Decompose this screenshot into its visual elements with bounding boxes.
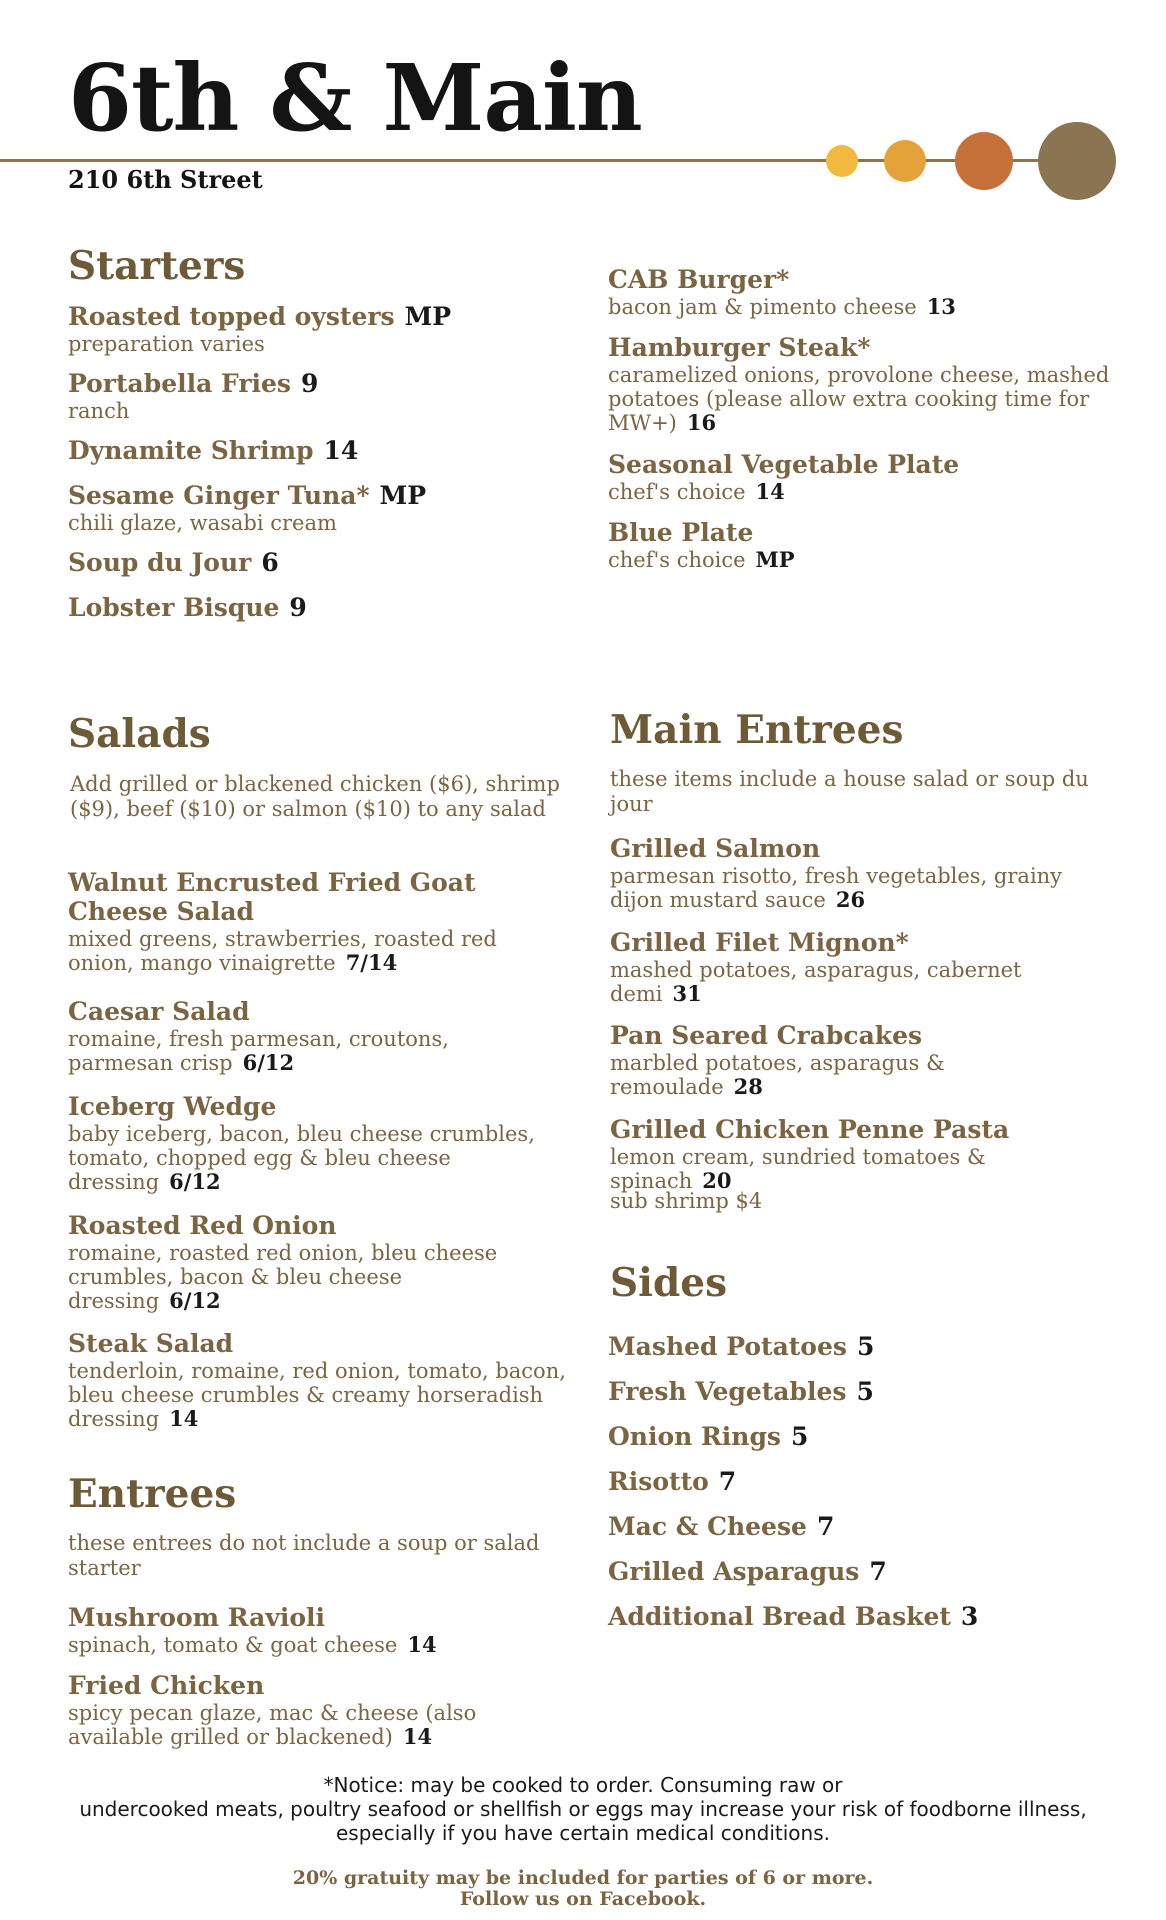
- item-price: 3: [960, 1602, 979, 1631]
- item-name: Hamburger Steak*: [608, 333, 871, 362]
- item-description: baby iceberg, bacon, bleu cheese crumbles, tomato, chopped egg & bleu cheese dressing: [68, 1121, 535, 1195]
- side-item: [608, 1558, 1108, 1587]
- item-price: 14: [402, 1723, 433, 1749]
- item-name: Iceberg Wedge: [68, 1092, 277, 1121]
- starter-item: [68, 482, 568, 535]
- item-price: 13: [926, 293, 956, 319]
- item-name: Additional Bread Basket: [608, 1602, 951, 1631]
- main-entree-item: [610, 1116, 1050, 1213]
- side-item: [608, 1423, 1108, 1452]
- decorative-dot-4: [1038, 122, 1116, 200]
- hamburger-steak-item: [608, 334, 1128, 435]
- item-price: MP: [404, 302, 452, 331]
- item-description: romaine, roasted red onion, bleu cheese crumbles, bacon & bleu cheese dressing: [68, 1240, 498, 1314]
- item-name: Fried Chicken: [68, 1671, 265, 1700]
- starter-item: [68, 549, 568, 578]
- item-price: MP: [379, 481, 426, 510]
- item-description: preparation varies: [68, 331, 265, 356]
- salad-item: [68, 1212, 538, 1313]
- item-price: 14: [323, 436, 359, 465]
- gratuity-text: 20% gratuity may be included for parties of 6 or more.: [292, 1867, 874, 1889]
- item-name: Dynamite Shrimp: [68, 436, 314, 465]
- vegetable-plate-item: [608, 451, 1128, 504]
- entree-item: [68, 1672, 568, 1749]
- item-price: 20: [702, 1167, 732, 1193]
- item-price: 7/14: [345, 949, 398, 975]
- item-description: marbled potatoes, asparagus & remoulade: [610, 1050, 945, 1099]
- restaurant-title: 6th & Main: [68, 44, 642, 152]
- notice-line: especially if you have certain medical conditions.: [336, 1821, 830, 1845]
- side-item: [608, 1378, 1108, 1407]
- item-price: 5: [856, 1332, 875, 1361]
- item-price: 6: [261, 548, 279, 577]
- item-name: Walnut Encrusted Fried Goat Cheese Salad: [68, 868, 476, 926]
- item-price: 9: [289, 593, 307, 622]
- salads-heading: Salads: [68, 711, 211, 757]
- item-name: Soup du Jour: [68, 548, 252, 577]
- salad-item: [68, 1093, 568, 1194]
- item-name: Blue Plate: [608, 518, 754, 547]
- item-extra: sub shrimp $4: [610, 1189, 763, 1214]
- item-description: spicy pecan glaze, mac & cheese (also available grilled or blackened): [68, 1700, 477, 1749]
- item-name: Mushroom Ravioli: [68, 1603, 326, 1632]
- side-item: [608, 1468, 1108, 1497]
- notice-line: undercooked meats, poultry seafood or shellfish or eggs may increase your risk of foodborne illness,: [79, 1797, 1087, 1821]
- item-name: Grilled Salmon: [610, 834, 821, 863]
- salad-item: [68, 998, 548, 1075]
- item-price: 28: [733, 1073, 763, 1099]
- item-name: Lobster Bisque: [68, 593, 280, 622]
- starter-item: [68, 370, 568, 423]
- item-description: lemon cream, sundried tomatoes & spinach: [610, 1144, 986, 1193]
- main-entrees-note: these items include a house salad or soup du jour: [610, 767, 1089, 816]
- item-name: Grilled Chicken Penne Pasta: [610, 1115, 1010, 1144]
- item-name: Portabella Fries: [68, 369, 291, 398]
- entrees-note: these entrees do not include a soup or salad starter: [68, 1531, 540, 1580]
- side-item: [608, 1513, 1108, 1542]
- item-name: Seasonal Vegetable Plate: [608, 450, 960, 479]
- item-description: chef's choice: [608, 547, 746, 572]
- item-description: tenderloin, romaine, red onion, tomato, bacon, bleu cheese crumbles & creamy horseradish dressing: [68, 1358, 566, 1432]
- decorative-dot-2: [884, 140, 926, 182]
- item-price: 31: [672, 980, 702, 1006]
- salad-item: [68, 1330, 568, 1431]
- starter-item: [68, 303, 568, 356]
- item-name: Risotto: [608, 1467, 709, 1496]
- item-description: ranch: [68, 398, 130, 423]
- item-name: Onion Rings: [608, 1422, 782, 1451]
- entrees-heading: Entrees: [68, 1471, 237, 1517]
- health-notice: [0, 1773, 1166, 1845]
- main-entree-item: [610, 1022, 1030, 1099]
- item-name: CAB Burger*: [608, 265, 790, 294]
- item-price: MP: [755, 546, 795, 572]
- item-name: Caesar Salad: [68, 997, 250, 1026]
- item-name: Steak Salad: [68, 1329, 234, 1358]
- item-price: 14: [755, 478, 785, 504]
- item-name: Pan Seared Crabcakes: [610, 1021, 923, 1050]
- gratuity-note: [0, 1868, 1166, 1911]
- item-name: Roasted topped oysters: [68, 302, 395, 331]
- item-name: Fresh Vegetables: [608, 1377, 847, 1406]
- item-price: 14: [407, 1631, 437, 1657]
- entree-item: [68, 1604, 578, 1657]
- item-description: chef's choice: [608, 479, 746, 504]
- item-price: 14: [169, 1406, 199, 1432]
- main-entree-item: [610, 835, 1115, 912]
- item-price: 5: [856, 1377, 874, 1406]
- restaurant-address: 210 6th Street: [68, 165, 263, 194]
- notice-line: *Notice: may be cooked to order. Consuming raw or: [323, 1773, 843, 1797]
- main-entrees-heading: Main Entrees: [610, 707, 904, 753]
- item-name: Mashed Potatoes: [608, 1332, 847, 1361]
- item-name: Roasted Red Onion: [68, 1211, 337, 1240]
- decorative-dot-3: [955, 132, 1013, 190]
- item-description: bacon jam & pimento cheese: [608, 294, 917, 319]
- sides-heading: Sides: [610, 1260, 728, 1306]
- item-name: Sesame Ginger Tuna*: [68, 481, 370, 510]
- side-item: [608, 1603, 1108, 1632]
- item-price: 6/12: [242, 1049, 295, 1075]
- side-item: [608, 1333, 1108, 1362]
- item-description: spinach, tomato & goat cheese: [68, 1632, 398, 1657]
- salad-item: [68, 869, 568, 975]
- item-price: 9: [300, 369, 319, 398]
- decorative-dot-1: [826, 145, 858, 177]
- starters-heading: Starters: [68, 243, 246, 289]
- item-description: caramelized onions, provolone cheese, mashed potatoes (please allow extra cooking time for MW+): [608, 362, 1110, 436]
- main-entree-item: [610, 929, 1080, 1006]
- burger-item: [608, 266, 1128, 319]
- salads-note: Add grilled or blackened chicken ($6), shrimp ($9), beef ($10) or salmon ($10) to any salad: [70, 772, 560, 821]
- item-price: 16: [686, 410, 717, 436]
- facebook-text: Follow us on Facebook.: [459, 1888, 707, 1911]
- starter-item: [68, 437, 568, 466]
- item-name: Mac & Cheese: [608, 1512, 807, 1541]
- item-price: 6/12: [169, 1288, 221, 1314]
- item-description: mixed greens, strawberries, roasted red onion, mango vinaigrette: [68, 926, 497, 975]
- item-price: 7: [869, 1557, 887, 1586]
- item-description: parmesan risotto, fresh vegetables, grainy dijon mustard sauce: [610, 863, 1063, 912]
- item-price: 6/12: [169, 1169, 221, 1195]
- starter-item: [68, 594, 568, 623]
- item-description: chili glaze, wasabi cream: [68, 510, 337, 535]
- item-price: 5: [791, 1422, 809, 1451]
- item-price: 26: [835, 886, 866, 912]
- item-name: Grilled Asparagus: [608, 1557, 860, 1586]
- item-price: 7: [718, 1467, 737, 1496]
- item-name: Grilled Filet Mignon*: [610, 928, 909, 957]
- item-description: romaine, fresh parmesan, croutons, parmesan crisp: [68, 1026, 449, 1075]
- item-price: 7: [816, 1512, 835, 1541]
- item-description: mashed potatoes, asparagus, cabernet demi: [610, 957, 1022, 1006]
- blue-plate-item: [608, 519, 1128, 572]
